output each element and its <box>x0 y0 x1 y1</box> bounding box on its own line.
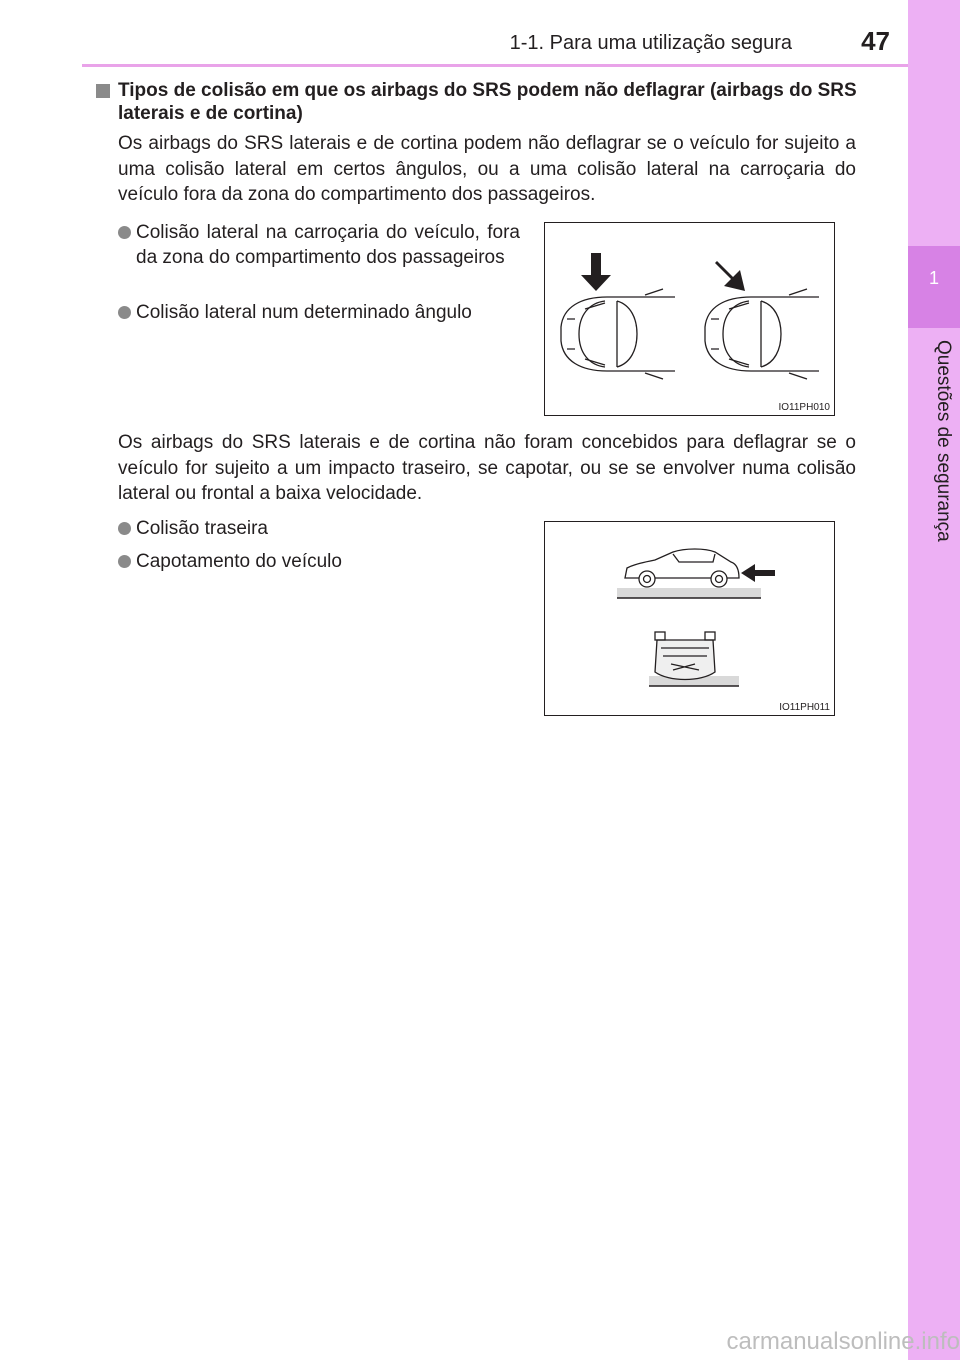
round-bullet-icon <box>118 306 131 319</box>
watermark: carmanualsonline.info <box>726 1328 960 1355</box>
list-item-text: Colisão lateral na carroçaria do veículo, fora da zona do compartimento dos passageiros <box>136 222 520 268</box>
paragraph-1: Os airbags do SRS laterais e de cortina podem não deflagrar se o veículo for sujeito a uma colisão lateral em certos ângulos, ou a uma colisão lateral na carroçaria do veículo fora da zona do compartimento dos passageiros. <box>118 133 856 205</box>
figure-rear-and-rollover <box>544 521 835 716</box>
round-bullet-icon <box>118 522 131 535</box>
car-top-view-icon <box>561 289 675 379</box>
car-side-view-icon <box>625 549 739 587</box>
running-header-title: 1-1. Para uma utilização segura <box>509 32 792 54</box>
car-top-view-icon <box>705 289 819 379</box>
list-item <box>118 516 498 541</box>
list-item <box>118 549 498 574</box>
impact-arrow-down-icon <box>581 253 611 291</box>
ground-shadow <box>617 588 761 598</box>
impact-arrow-left-icon <box>741 564 775 582</box>
impact-arrow-diagonal-icon <box>715 261 745 291</box>
figure-code: IO11PH011 <box>779 702 830 713</box>
list-item-text: Colisão traseira <box>136 518 268 539</box>
chapter-number: 1 <box>928 268 939 288</box>
round-bullet-icon <box>118 555 131 568</box>
side-collision-illustration <box>545 223 833 414</box>
section-heading <box>96 79 866 125</box>
round-bullet-icon <box>118 226 131 239</box>
list-item <box>118 300 520 325</box>
chapter-title: Questões de segurança <box>933 340 954 542</box>
chapter-side-tab <box>908 0 960 1360</box>
square-bullet-icon <box>96 84 110 98</box>
figure-side-collision <box>544 222 835 416</box>
overturned-car-icon <box>655 632 715 680</box>
paragraph-2: Os airbags do SRS laterais e de cortina não foram concebidos para deflagrar se o veículo for sujeito a um impacto traseiro, se capotar, ou se se envolver numa colisão lateral ou frontal a baixa velocidade. <box>118 432 856 504</box>
page-number: 47 <box>861 26 890 56</box>
list-item <box>118 220 520 270</box>
list-item-text: Capotamento do veículo <box>136 551 342 572</box>
figure-code: IO11PH010 <box>778 402 830 413</box>
section-heading-text: Tipos de colisão em que os airbags do SRS podem não deflagrar (airbags do SRS laterais e de cortina) <box>118 80 857 124</box>
header-rule <box>82 64 908 67</box>
rear-rollover-illustration <box>545 522 833 714</box>
list-item-text: Colisão lateral num determinado ângulo <box>136 302 472 323</box>
